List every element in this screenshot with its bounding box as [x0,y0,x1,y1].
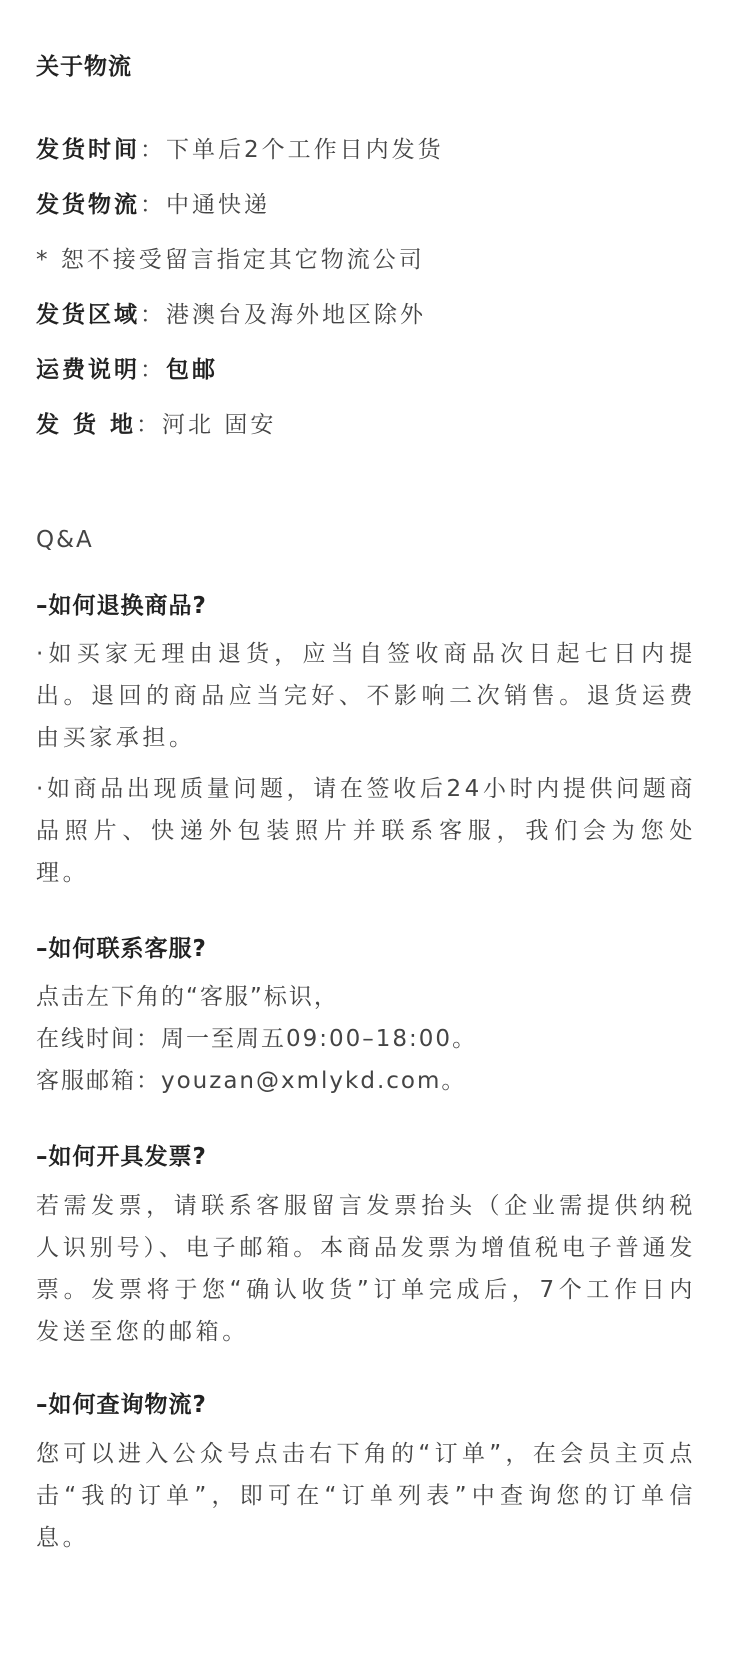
logistics-title: 关于物流 [36,54,132,80]
tracking-paragraph: 您可以进入公众号点击右下角的“订单”，在会员主页点击“我的订单”，即可在“订单列表”中查询您的订单信息。 [36,1441,696,1551]
separator: ： [140,302,166,328]
shipping-fee-label: 运费说明 [36,357,140,383]
carrier-label: 发货物流 [36,192,140,218]
service-hours: 在线时间：周一至周五09:00–18:00。 [36,1026,478,1052]
return-heading: –如何退换商品? [36,593,207,619]
tracking-heading: –如何查询物流? [36,1392,207,1418]
invoice-paragraph: 若需发票，请联系客服留言发票抬头（企业需提供纳税人识别号）、电子邮箱。本商品发票为增值税电子普通发票。发票将于您“确认收货”订单完成后，7个工作日内发送至您的邮箱。 [36,1193,696,1345]
service-email: 客服邮箱：youzan@xmlykd.com。 [36,1068,467,1094]
separator: ： [140,192,166,218]
shipping-region-value: 港澳台及海外地区除外 [166,302,426,328]
carrier-note: * 恕不接受留言指定其它物流公司 [36,247,425,273]
shipping-time-label: 发货时间 [36,137,140,163]
shipping-region-label: 发货区域 [36,302,140,328]
ship-from-row [36,404,690,446]
separator: ： [140,357,166,383]
shipping-fee-row [36,349,690,391]
ship-from-label: 发 货 地 [36,412,137,438]
shipping-region-row [36,294,690,336]
service-heading: –如何联系客服? [36,936,207,962]
separator: ： [136,412,163,438]
separator: ： [140,137,166,163]
shipping-fee-value: 包邮 [166,357,218,383]
return-policy-paragraph: ·如买家无理由退货，应当自签收商品次日起七日内提出。退回的商品应当完好、不影响二次销售。退货运费由买家承担。 [36,641,696,751]
carrier-value: 中通快递 [166,192,270,218]
invoice-heading: –如何开具发票? [36,1144,207,1170]
qa-title: Q&A [36,527,94,553]
ship-from-value: 河北 固安 [162,412,277,438]
shipping-time-row [36,129,690,171]
shipping-time-value: 下单后2个工作日内发货 [166,137,444,163]
service-instruction: 点击左下角的“客服”标识， [36,984,339,1010]
service-info [36,976,696,1102]
carrier-row [36,184,690,226]
quality-issue-paragraph: ·如商品出现质量问题，请在签收后24小时内提供问题商品照片、快递外包装照片并联系客服，我们会为您处理。 [36,776,696,886]
